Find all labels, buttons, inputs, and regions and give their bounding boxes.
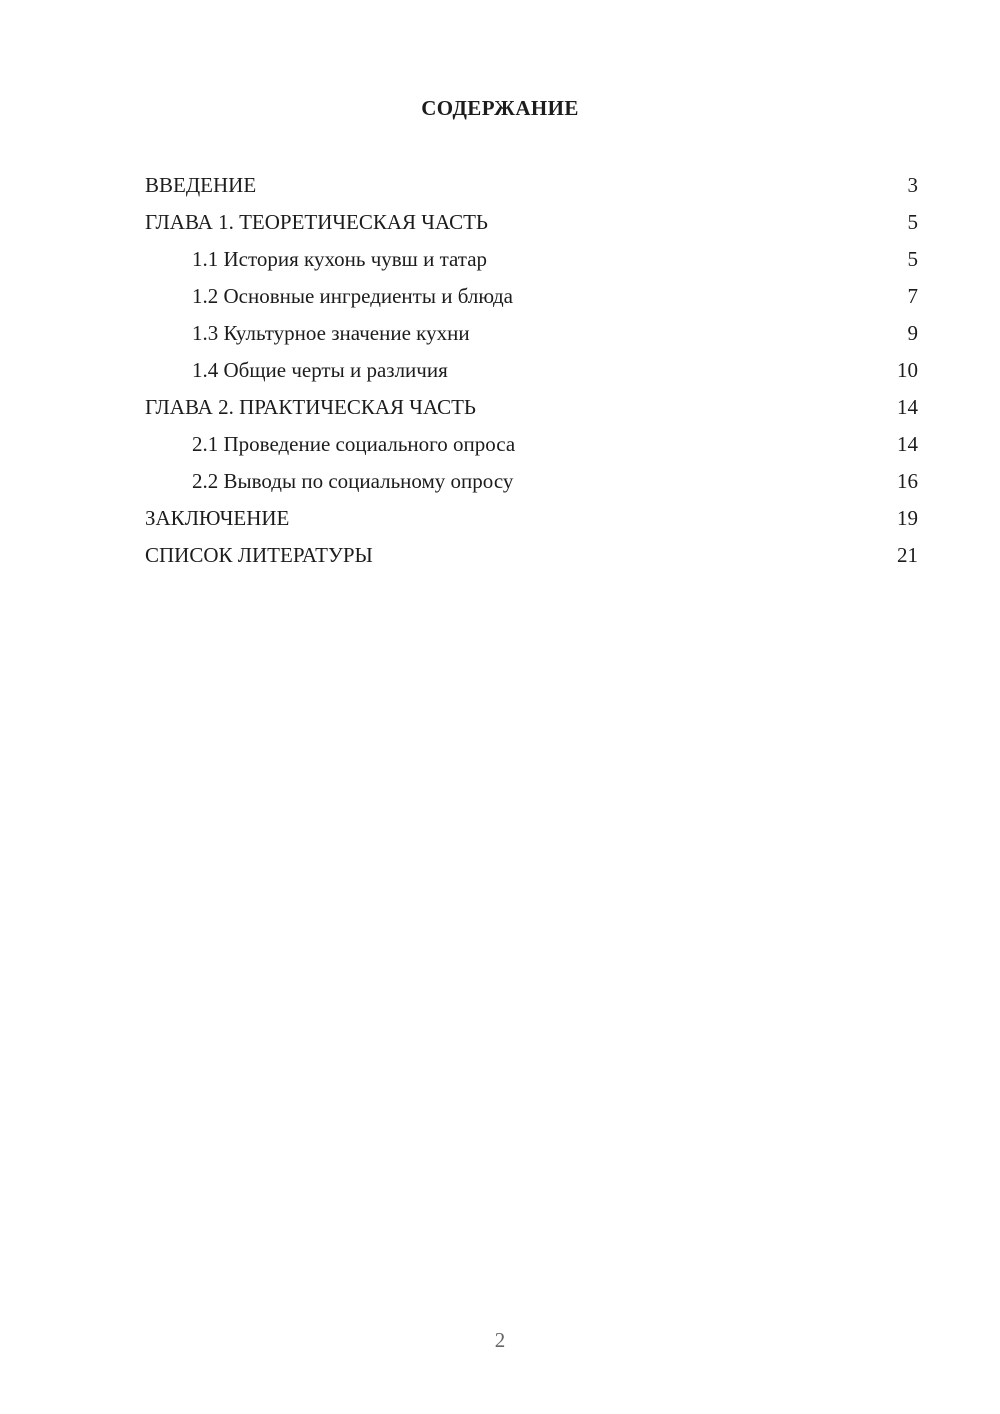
toc-entry-label: ВВЕДЕНИЕ <box>145 173 257 197</box>
toc-entry-page-number: 16 <box>897 469 918 493</box>
toc-entry-page-number: 3 <box>907 173 918 197</box>
toc-entry-page-number: 21 <box>897 543 918 567</box>
toc-entry <box>145 389 918 426</box>
toc-entry-label: 1.4 Общие черты и различия <box>192 358 448 382</box>
toc-entry-label: 1.2 Основные ингредиенты и блюда <box>192 284 513 308</box>
toc-entry-page-number: 5 <box>907 210 918 234</box>
toc-entry-label: 2.1 Проведение социального опроса <box>192 432 516 456</box>
toc-entry-page-number: 9 <box>907 321 918 345</box>
toc-entry-page-number: 10 <box>897 358 918 382</box>
toc-entry <box>145 352 918 389</box>
toc-entry-label: 1.3 Культурное значение кухни <box>192 321 470 345</box>
table-of-contents <box>145 167 918 574</box>
toc-entry <box>145 500 918 537</box>
toc-entry <box>145 426 918 463</box>
footer-page-number: 2 <box>494 1328 506 1352</box>
toc-entry <box>145 204 918 241</box>
toc-entry-page-number: 19 <box>897 506 918 530</box>
toc-entry-label: ГЛАВА 1. ТЕОРЕТИЧЕСКАЯ ЧАСТЬ <box>145 210 488 234</box>
toc-entry-page-number: 14 <box>897 395 918 419</box>
toc-entry-label: 1.1 История кухонь чувш и татар <box>192 247 488 271</box>
toc-entry-page-number: 7 <box>907 284 918 308</box>
toc-entry <box>145 241 918 278</box>
toc-entry-label: СПИСОК ЛИТЕРАТУРЫ <box>145 543 373 567</box>
toc-entry <box>145 167 918 204</box>
toc-entry-label: ЗАКЛЮЧЕНИЕ <box>145 506 290 530</box>
page-title: СОДЕРЖАНИЕ <box>421 96 579 120</box>
toc-entry <box>145 537 918 574</box>
toc-entry-label: ГЛАВА 2. ПРАКТИЧЕСКАЯ ЧАСТЬ <box>145 395 476 419</box>
toc-entry-page-number: 14 <box>897 432 918 456</box>
toc-entry <box>145 463 918 500</box>
toc-entry-label: 2.2 Выводы по социальному опросу <box>192 469 514 493</box>
toc-entry <box>145 315 918 352</box>
toc-entry-page-number: 5 <box>907 247 918 271</box>
toc-entry <box>145 278 918 315</box>
